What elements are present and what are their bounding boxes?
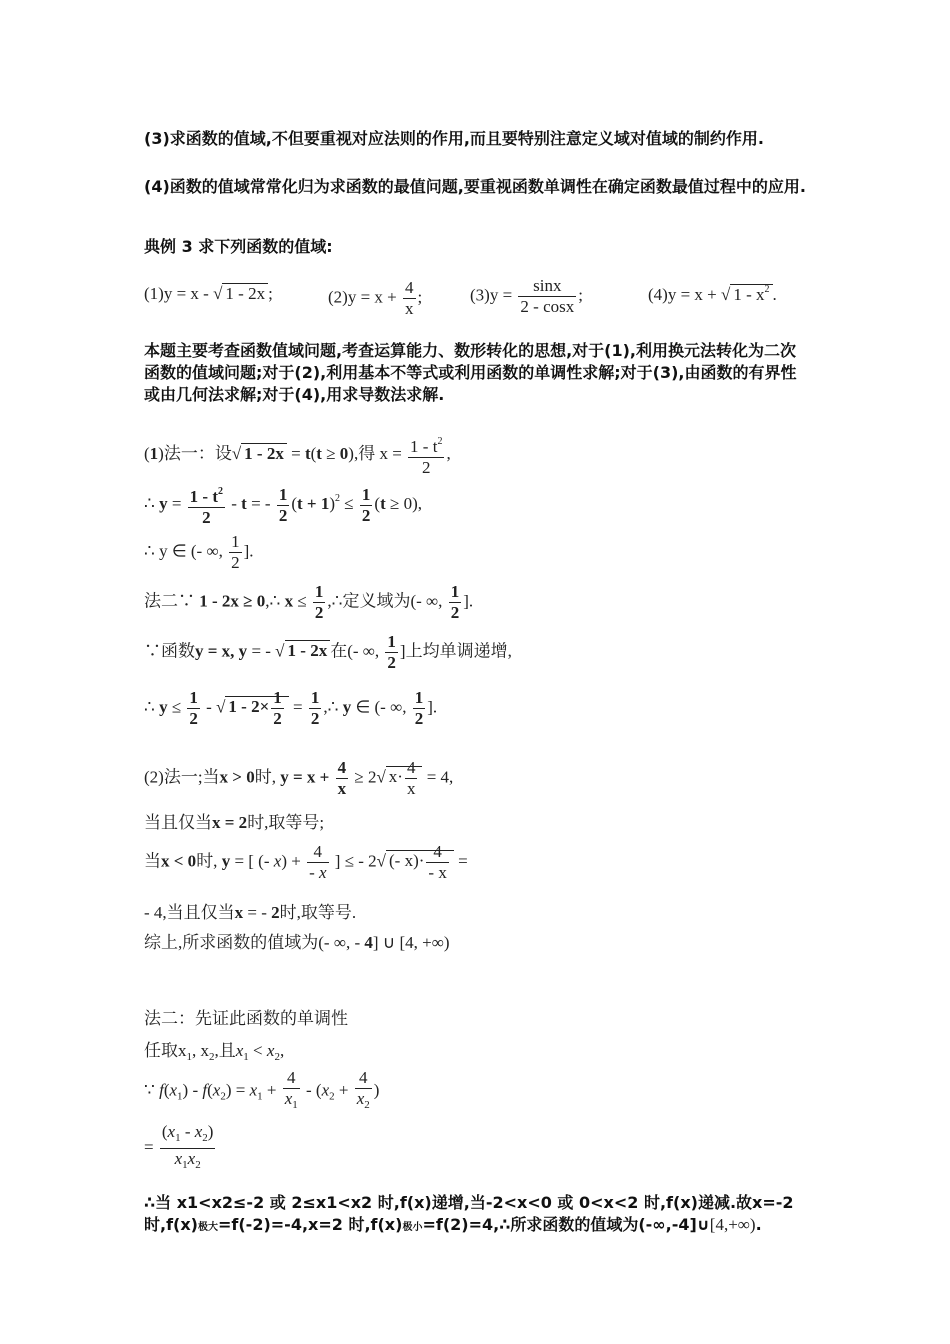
example-item-3: (3)y = $\frac{\sin x}{2 - \cos x}$ ;	[470, 276, 583, 316]
analysis-text: 本题主要考查函数值域问题,考查运算能力、数形转化的思想,对于(1),利用换元法转化为二次函数的值域问题;对于(2),利用基本不等式或利用函数的单调性求解;对于(3),由函数的有界性或由几何法求解;对于(4),用求导数法求解.	[144, 341, 797, 404]
sol1-line-4: 法二∵ 1 - 2x ≥ 0,∴ x ≤ $\frac{1}{2}$ ,∴定义域为(- ∞, $\frac{1}{2}$ ].	[144, 582, 474, 622]
sol1-line-1: (1)法一：设√ 1 - 2x = t(t ≥ 0),得 x = $\frac{1 - t^2}{2}$ ,	[144, 432, 451, 478]
example-item-4: (4)y = x + √ $1 - x^2$ .	[648, 284, 777, 304]
example-item-2: (2)y = x + $\frac{4}{x}$ ;	[328, 278, 423, 318]
sol2-line-2: 当且仅当x = 2时,取等号;	[144, 813, 325, 832]
note-4: (4)函数的值域常常化归为求函数的最值问题,要重视函数单调性在确定函数最值过程中的应用.	[144, 177, 806, 196]
sol2-line-5: 综上,所求函数的值域为(- ∞, - 4] ∪ [4, +∞)	[144, 933, 450, 952]
conclusion-text: ∴当 x1<x2≤-2 或 2≤x1<x2 时,f(x)递增,当-2<x<0 或 0<x<2 时,f(x)递减.故x=-2 时,f(x)极大=f(-2)=-4,x=2 时,f(x)极小=f(2)=4,∴所求函数的值域为(-∞,-4]∪[4,+∞).	[144, 1193, 794, 1234]
sol2-line-1: (2)法一;当x > 0时, y = x + $\frac{4}{x}$ ≥ 2√ x· $\frac{4}{x}$ = 4,	[144, 758, 454, 798]
sol2-line-4: - 4,当且仅当x = - 2时,取等号.	[144, 903, 357, 922]
sol2-method2-line-4: = $\frac{(x_1 - x_2)}{x_1x_2}$	[144, 1122, 214, 1171]
sol1-line-5: ∵函数y = x, y = - √ 1 - 2x 在(- ∞, $\frac{1}{2}$ ]上均单调递增,	[144, 632, 512, 672]
sol2-method2-title: 法二：先证此函数的单调性	[144, 1009, 348, 1028]
sol1-line-3: ∴ y ∈ (- ∞, $\frac{1}{2}$ ].	[144, 532, 254, 572]
sol1-line-6: ∴ y ≤ $\frac{1}{2}$ - √ 1 - 2× $\frac{1}{2}$ = $\frac{1}{2}$ ,∴ y ∈ (- ∞, $\frac{1}{2}$ ].	[144, 688, 438, 728]
example-title: 典例 3 求下列函数的值域:	[144, 237, 333, 256]
sol2-method2-line-3: ∵ $f(x_1) - f(x_2) = x_1$ + $\frac{4}{x_1}$ - ($x_2$ + $\frac{4}{x_2}$ )	[144, 1068, 380, 1111]
sol2-line-3: 当x < 0时, y = [ (- x) + $\frac{4}{- x}$ ] ≤ - 2√ (- x)· $\frac{4}{- x}$ =	[144, 842, 468, 882]
sol1-line-2: ∴ y = $\frac{1 - t^2}{2}$ - t = - $\frac{1}{2}$ $(t + 1)^2$ ≤ $\frac{1}{2}$ (t ≥ 0),	[144, 482, 422, 528]
sol2-method2-line-2: 任取$x_1$, $x_2$,且$x_1 < x_2$,	[144, 1041, 285, 1063]
note-3: (3)求函数的值域,不但要重视对应法则的作用,而且要特别注意定义域对值域的制约作用.	[144, 129, 764, 148]
example-item-1: (1)y = x - √ 1 - 2x ;	[144, 284, 273, 303]
